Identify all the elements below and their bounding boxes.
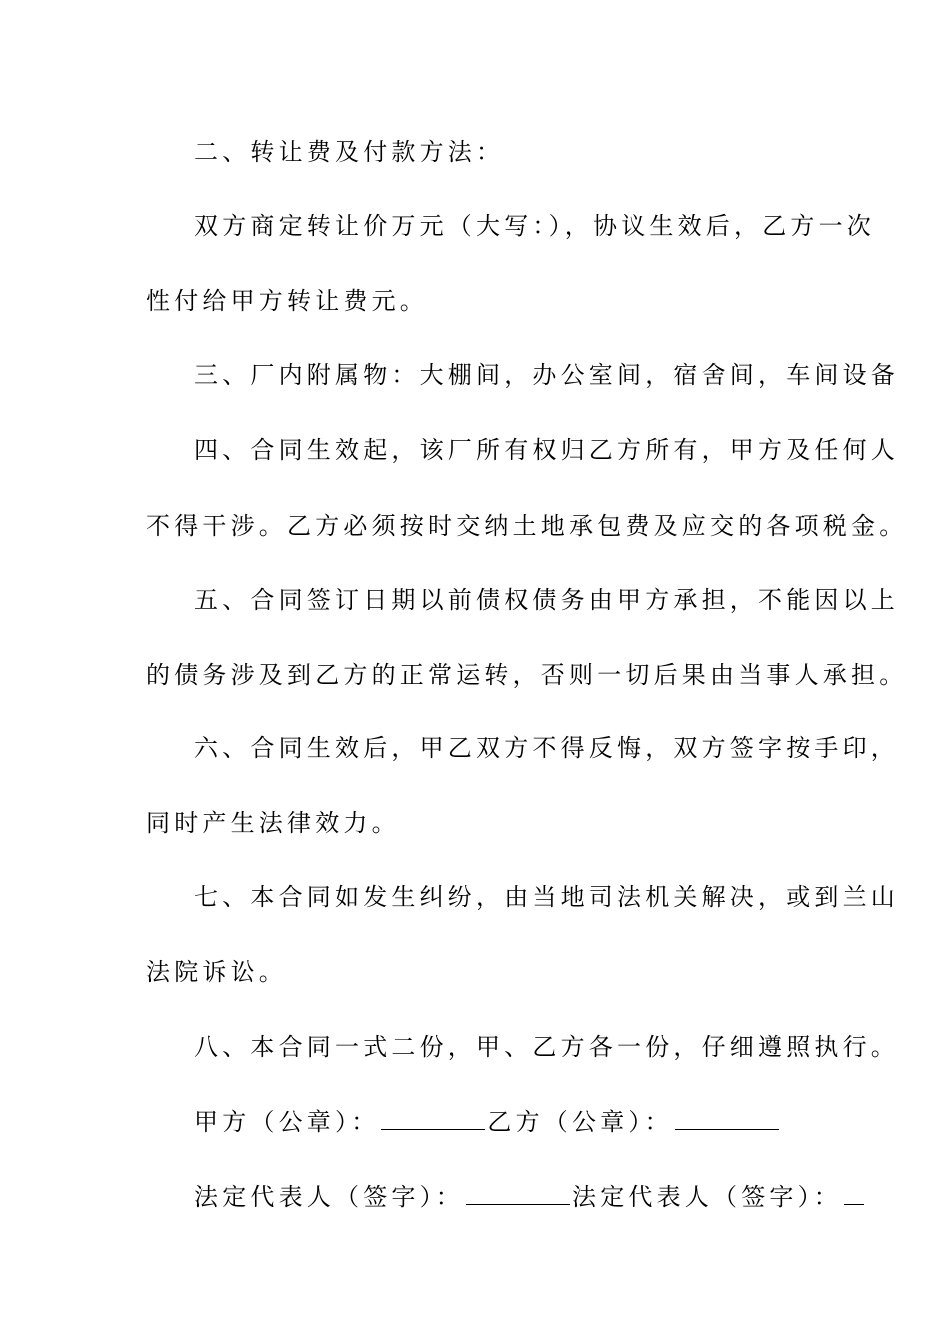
party-a-seal-label: 甲方（公章）： — [194, 1108, 380, 1136]
paragraph-line: 不得干涉。乙方必须按时交纳土地承包费及应交的各项税金。 — [146, 512, 908, 540]
paragraph-line: 的债务涉及到乙方的正常运转，否则一切后果由当事人承担。 — [146, 661, 908, 689]
rep-b-label: 法定代表人（签字）： — [572, 1183, 842, 1211]
paragraph-line: 法院诉讼。 — [146, 958, 287, 986]
paragraph-line: 七、本合同如发生纠纷，由当地司法机关解决，或到兰山 — [194, 883, 899, 911]
paragraph-line: 六、合同生效后，甲乙双方不得反悔，双方签字按手印， — [194, 734, 899, 762]
paragraph-line: 三、厂内附属物：大棚间，办公室间，宿舍间，车间设备 — [194, 361, 899, 389]
rep-b-blank — [844, 1182, 864, 1205]
party-b-seal-blank — [675, 1107, 779, 1130]
rep-a-blank — [466, 1182, 570, 1205]
paragraph-line: 八、本合同一式二份，甲、乙方各一份，仔细遵照执行。 — [194, 1033, 899, 1061]
party-a-seal-blank — [381, 1107, 485, 1130]
paragraph-line: 双方商定转让价万元（大写：），协议生效后，乙方一次 — [194, 212, 875, 240]
paragraph-line: 四、合同生效起，该厂所有权归乙方所有，甲方及任何人 — [194, 436, 899, 464]
paragraph-line: 性付给甲方转让费元。 — [146, 287, 428, 315]
representative-signature-row — [194, 1182, 842, 1212]
paragraph-line: 二、转让费及付款方法： — [194, 138, 505, 166]
seal-signature-row — [194, 1107, 806, 1137]
party-b-seal-label: 乙方（公章）： — [487, 1108, 673, 1136]
paragraph-line: 同时产生法律效力。 — [146, 809, 400, 837]
paragraph-line: 五、合同签订日期以前债权债务由甲方承担，不能因以上 — [194, 586, 899, 614]
rep-a-label: 法定代表人（签字）： — [194, 1183, 464, 1211]
